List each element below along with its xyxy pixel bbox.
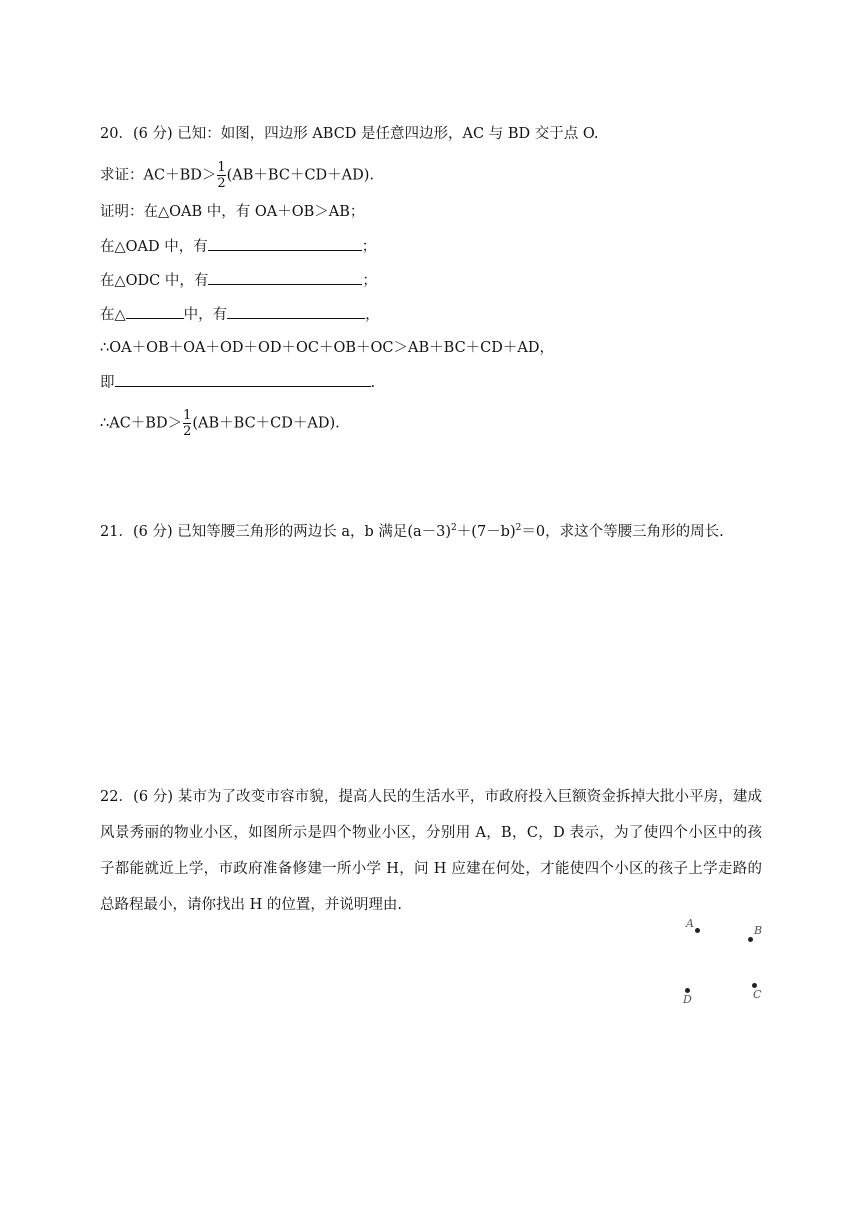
point-label-b: B: [754, 924, 763, 937]
fraction-one-half: $\frac{1}{2}$: [217, 160, 226, 191]
q20-prove-post: (AB＋BC＋CD＋AD).: [226, 167, 375, 184]
answer-blank-sum[interactable]: [115, 372, 371, 387]
fraction-one-half: $\frac{1}{2}$: [183, 408, 192, 439]
point-label-d: D: [683, 993, 692, 1006]
point-label-a: A: [686, 917, 694, 930]
answer-blank-triangle[interactable]: [126, 304, 184, 319]
community-points-figure: [672, 912, 782, 1012]
point-a-dot: [695, 928, 700, 933]
q20-prove: [100, 160, 374, 191]
q20-step4: 在△ 中，有 ，: [100, 304, 380, 325]
q20-conclusion: ∴AC＋BD＞ $\frac{1}{2}$ (AB＋BC＋CD＋AD).: [100, 408, 340, 439]
q20-step5: ∴OA＋OB＋OA＋OD＋OD＋OC＋OB＋OC＞AB＋BC＋CD＋AD，: [100, 340, 554, 356]
q20-prove-pre: 求证：AC＋BD＞: [100, 167, 217, 184]
point-label-c: C: [753, 988, 762, 1001]
q20-step1: 证明：在△OAB 中，有 OA＋OB＞AB；: [100, 204, 365, 220]
point-b-dot: [748, 937, 753, 942]
q20-step2: 在△OAD 中，有 ；: [100, 236, 376, 257]
q20-step3: 在△ODC 中，有 ；: [100, 270, 377, 291]
q21-text: 21．(6 分) 已知等腰三角形的两边长 a，b 满足$(a-3)^2+(7-b)^2=0$，求这个等腰三角形的周长.: [100, 523, 724, 540]
q20-heading: 20．(6 分) 已知：如图，四边形 ABCD 是任意四边形，AC 与 BD 交于点 O.: [100, 126, 599, 142]
q22-text: 22．(6 分) 某市为了改变市容市貌，提高人民的生活水平，市政府投入巨额资金拆掉大批小平房，建成风景秀丽的物业小区，如图所示是四个物业小区，分别用 A，B，C，D 表示，为了使四个小区中的孩子都能就近上学，市政府准备修建一所小学 H，问 H 应建在何处，才能使四个小区的孩子上学走路的总路程最小，请你找出 H 的位置，并说明理由.: [100, 789, 762, 913]
answer-blank-inequality[interactable]: [227, 304, 365, 319]
answer-blank-oad[interactable]: [208, 236, 362, 251]
answer-blank-odc[interactable]: [208, 270, 362, 285]
q20-step6: 即 .: [100, 372, 375, 393]
